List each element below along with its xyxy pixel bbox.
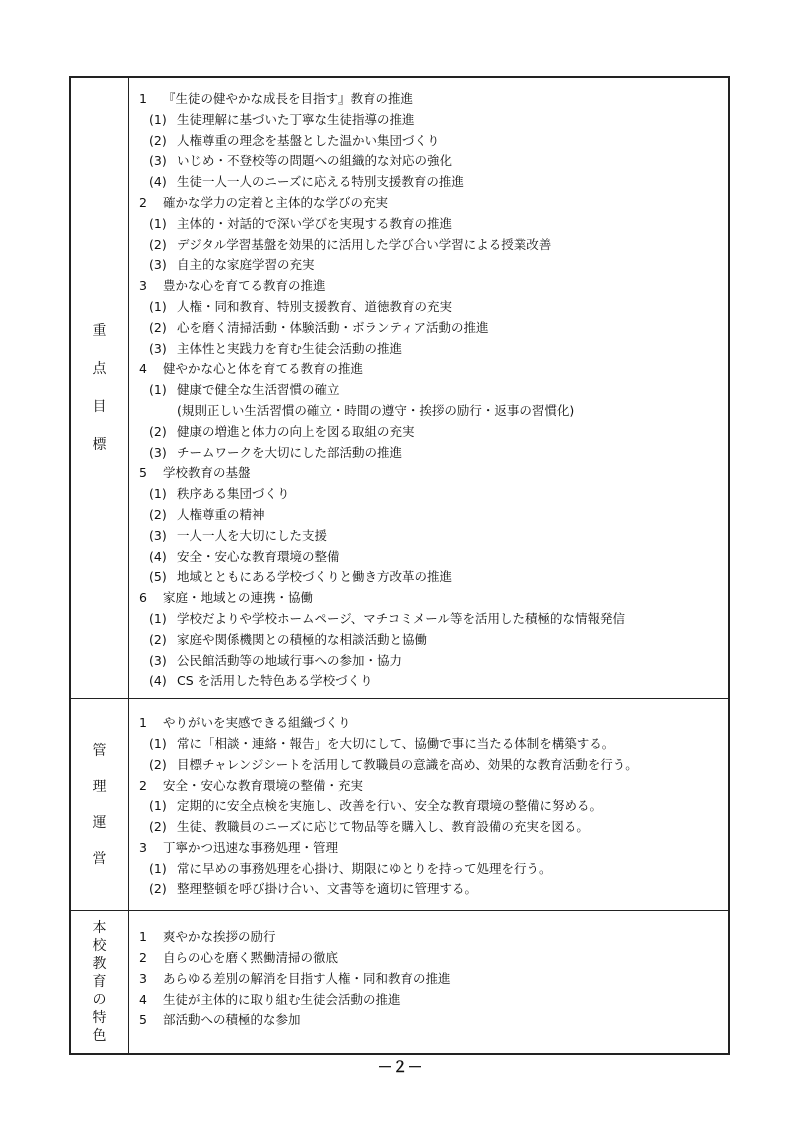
item-number: 5 (139, 465, 147, 481)
section-row (71, 78, 728, 698)
subitem-text: 健康の増進と体力の向上を図る取組の充実 (177, 423, 415, 439)
subitem-number: (1) (149, 735, 167, 751)
subitem-line (139, 443, 728, 464)
item-text: 部活動への積極的な参加 (163, 1012, 301, 1028)
item-line (139, 969, 728, 990)
section-row (71, 698, 728, 910)
section-label-char: の (92, 992, 107, 1009)
subitem-text: 自主的な家庭学習の充実 (177, 257, 315, 273)
subitem-text: 学校だよりや学校ホームページ、マチコミメール等を活用した積極的な情報発信 (177, 610, 626, 626)
item-text: 豊かな心を育てる教育の推進 (163, 278, 326, 294)
subitem-text: 生徒一人一人のニーズに応える特別支援教育の推進 (177, 174, 464, 190)
subitem-number: (2) (149, 423, 167, 439)
section-label (93, 921, 107, 1043)
subitem-number: (2) (149, 631, 167, 647)
subitem-number: (1) (149, 486, 167, 502)
subitem-line (139, 630, 728, 651)
section-label-char: 教 (92, 956, 107, 973)
subitem-number: (4) (149, 548, 167, 564)
item-text: 自らの心を磨く黙働清掃の徹底 (163, 950, 339, 966)
subitem-number: (2) (149, 819, 167, 835)
section-content (129, 911, 728, 1053)
section-label-char: 運 (92, 814, 107, 831)
subitem-line (139, 131, 728, 152)
subitem-note: (規則正しい生活習慣の確立・時間の遵守・挨拶の励行・返事の習慣化) (177, 402, 575, 418)
subitem-number: (1) (149, 298, 167, 314)
subitem-line (139, 172, 728, 193)
item-number: 5 (139, 1012, 147, 1028)
section-label (93, 324, 107, 452)
item-text: やりがいを実感できる組織づくり (163, 715, 351, 731)
item-number: 2 (139, 194, 147, 210)
item-text: 『生徒の健やかな成長を目指す』教育の推進 (163, 91, 414, 106)
item-line (139, 1010, 728, 1031)
section-label-cell (71, 911, 129, 1053)
item-number: 3 (139, 839, 147, 855)
subitem-number: (4) (149, 174, 167, 190)
subitem-number: (4) (149, 673, 167, 689)
subitem-number: (2) (149, 506, 167, 522)
subitem-number: (1) (149, 860, 167, 876)
subitem-text: 健康で健全な生活習慣の確立 (177, 382, 340, 398)
section-label-char: 重 (92, 323, 107, 340)
section-label-cell (71, 78, 129, 698)
subitem-number: (1) (149, 382, 167, 398)
subitem-line (139, 526, 728, 547)
subitem-text: 人権尊重の理念を基盤とした温かい集団づくり (177, 132, 440, 148)
subitem-number: (3) (149, 527, 167, 543)
item-text: 健やかな心と体を育てる教育の推進 (163, 361, 364, 377)
subitem-text: 定期的に安全点検を実施し、改善を行い、安全な教育環境の整備に努める。 (177, 798, 603, 814)
subitem-number: (3) (149, 340, 167, 356)
item-line (139, 838, 728, 859)
subitem-line (139, 110, 728, 131)
subitem-number: (3) (149, 257, 167, 273)
subitem-text: 人権尊重の精神 (177, 506, 265, 522)
item-line (139, 948, 728, 969)
subitem-text: いじめ・不登校等の問題への組織的な対応の強化 (177, 153, 453, 169)
subitem-line (139, 484, 728, 505)
subitem-text: 地域とともにある学校づくりと働き方改革の推進 (177, 569, 453, 585)
subitem-line (139, 339, 728, 360)
item-line (139, 89, 728, 110)
subitem-text: CS を活用した特色ある学校づくり (177, 673, 373, 689)
item-number: 2 (139, 950, 147, 966)
subitem-number: (5) (149, 569, 167, 585)
section-row (71, 910, 728, 1053)
item-text: 爽やかな挨拶の励行 (163, 929, 276, 945)
subitem-text: 主体的・対話的で深い学びを実現する教育の推進 (177, 215, 453, 231)
item-line (139, 359, 728, 380)
subitem-number: (2) (149, 132, 167, 148)
item-number: 6 (139, 590, 147, 606)
item-line (139, 990, 728, 1011)
item-number: 1 (139, 91, 147, 106)
section-label-char: 標 (92, 437, 107, 454)
subitem-number: (1) (149, 215, 167, 231)
item-line (139, 588, 728, 609)
subitem-text: 生徒理解に基づいた丁寧な生徒指導の推進 (177, 111, 415, 127)
subitem-line (139, 651, 728, 672)
item-number: 3 (139, 278, 147, 294)
subitem-line (139, 734, 728, 755)
subitem-number: (1) (149, 798, 167, 814)
item-number: 4 (139, 991, 147, 1007)
section-label-char: 営 (92, 850, 107, 867)
item-text: 生徒が主体的に取り組む生徒会活動の推進 (163, 991, 401, 1007)
subitem-text: 家庭や関係機関との積極的な相談活動と協働 (177, 631, 428, 647)
subitem-line (139, 755, 728, 776)
section-label-char: 育 (92, 974, 107, 991)
subitem-text: 人権・同和教育、特別支援教育、道徳教育の充実 (177, 298, 453, 314)
subitem-number: (2) (149, 236, 167, 252)
subitem-line (139, 235, 728, 256)
item-line (139, 713, 728, 734)
item-text: 丁寧かつ迅速な事務処理・管理 (163, 839, 339, 855)
section-content (129, 699, 728, 910)
subitem-text: 秩序ある集団づくり (177, 486, 290, 502)
subitem-text: 主体性と実践力を育む生徒会活動の推進 (177, 340, 403, 356)
section-label-char: 理 (92, 778, 107, 795)
subitem-line (139, 671, 728, 692)
subitem-text: 公民館活動等の地域行事への参加・協力 (177, 652, 403, 668)
section-label (93, 744, 107, 866)
subitem-line (139, 297, 728, 318)
item-text: 安全・安心な教育環境の整備・充実 (163, 777, 364, 793)
section-label-char: 目 (92, 399, 107, 416)
subitem-line (139, 380, 728, 401)
section-label-char: 点 (92, 361, 107, 378)
item-line (139, 193, 728, 214)
section-label-char: 校 (92, 938, 107, 955)
subitem-number: (3) (149, 444, 167, 460)
item-text: 学校教育の基盤 (163, 465, 251, 481)
section-label-char: 色 (92, 1028, 107, 1045)
section-label-char: 管 (92, 742, 107, 759)
item-line (139, 276, 728, 297)
item-line (139, 927, 728, 948)
subitem-line (139, 567, 728, 588)
item-line (139, 463, 728, 484)
subitem-line (139, 609, 728, 630)
subitem-text: 整理整頓を呼び掛け合い、文書等を適切に管理する。 (177, 881, 478, 897)
subitem-line (139, 817, 728, 838)
item-text: 家庭・地域との連携・協働 (163, 590, 314, 606)
subitem-line (139, 422, 728, 443)
section-label-cell (71, 699, 129, 910)
subitem-number: (2) (149, 756, 167, 772)
subitem-text: チームワークを大切にした部活動の推進 (177, 444, 403, 460)
subitem-text: 心を磨く清掃活動・体験活動・ボランティア活動の推進 (177, 319, 489, 335)
item-line (139, 776, 728, 797)
subitem-text: 常に早めの事務処理を心掛け、期限にゆとりを持って処理を行う。 (177, 860, 552, 876)
subitem-line (139, 859, 728, 880)
item-text: あらゆる差別の解消を目指す人権・同和教育の推進 (163, 970, 451, 986)
subitem-text: 生徒、教職員のニーズに応じて物品等を購入し、教育設備の充実を図る。 (177, 819, 589, 835)
subitem-line (139, 318, 728, 339)
subitem-text: 目標チャレンジシートを活用して教職員の意識を高め、効果的な教育活動を行う。 (177, 756, 638, 772)
subitem-number: (2) (149, 319, 167, 335)
item-number: 2 (139, 777, 147, 793)
item-number: 4 (139, 361, 147, 377)
subitem-number: (3) (149, 652, 167, 668)
subitem-text: 常に「相談・連絡・報告」を大切にして、協働で事に当たる体制を構築する。 (177, 735, 615, 751)
subitem-line (139, 151, 728, 172)
item-number: 1 (139, 929, 147, 945)
subitem-text: 一人一人を大切にした支援 (177, 527, 328, 543)
subitem-text: デジタル学習基盤を効果的に活用した学び合い学習による授業改善 (177, 236, 552, 252)
item-number: 1 (139, 715, 147, 731)
subitem-number: (2) (149, 881, 167, 897)
section-content (129, 78, 728, 698)
subitem-line (139, 547, 728, 568)
subitem-line (139, 214, 728, 235)
item-text: 確かな学力の定着と主体的な学びの充実 (163, 194, 389, 210)
subitem-text: 安全・安心な教育環境の整備 (177, 548, 340, 564)
item-number: 3 (139, 970, 147, 986)
subitem-number: (1) (149, 610, 167, 626)
subitem-line (139, 255, 728, 276)
subitem-number: (1) (149, 111, 167, 127)
section-label-char: 特 (92, 1010, 107, 1027)
subitem-line (139, 796, 728, 817)
section-label-char: 本 (92, 920, 107, 937)
page-number: －２－ (377, 1058, 423, 1076)
subitem-line (139, 505, 728, 526)
plan-table (69, 76, 730, 1055)
subitem-line (139, 879, 728, 900)
subitem-number: (3) (149, 153, 167, 169)
